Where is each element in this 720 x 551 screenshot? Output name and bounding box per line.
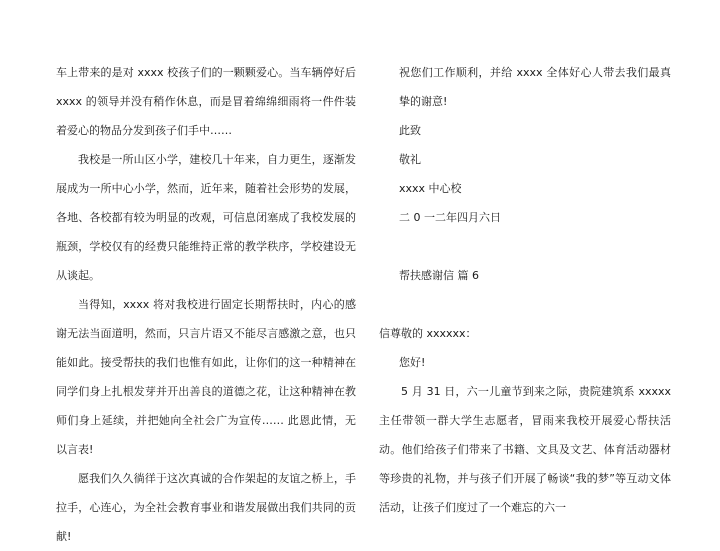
date-line: 二 0 一二年四月六日 <box>399 211 501 224</box>
closing-jingli: 敬礼 <box>399 153 421 166</box>
paragraph-school-intro: 我校是一所山区小学，建校几十年来，自力更生，逐渐发展成为一所中心小学，然而，近年来，随着社会形势的发展，各地、各校都有较为明显的改观，可信息闭塞成了我校发展的瓶颈，学校仅有的经费只能维持正常的教学秩序，学校建设无从谈起。 <box>56 153 356 282</box>
salutation: 信尊敬的 xxxxxx： <box>379 327 477 340</box>
wish-line: 祝您们工作顺利，并给 xxxx 全体好心人带去我们最真挚的谢意! <box>399 66 671 108</box>
spacer <box>379 232 671 261</box>
left-column <box>56 58 356 551</box>
closing-cizhi: 此致 <box>399 124 421 137</box>
paragraph-continuation: 车上带来的是对 xxxx 校孩子们的一颗颗爱心。当车辆停好后 xxxx 的领导并没有稍作休息，而是冒着绵绵细雨将一件件装着爱心的物品分发到孩子们手中…… <box>56 66 356 137</box>
paragraph-gratitude: 当得知，xxxx 将对我校进行固定长期帮扶时，内心的感谢无法当面道明，然而，只言片语又不能尽言感激之意，也只能如此。接受帮扶的我们也惟有如此，让你们的这一种精神在同学们身上扎根发芽并开出善良的道德之花，让这种精神在教师们身上延续，并把她向全社会广为宣传…… 此恩此情，无以言表! <box>56 298 356 456</box>
greeting: 您好! <box>399 356 426 369</box>
paragraph-wish: 愿我们久久徜徉于这次真诚的合作架起的友谊之桥上，手拉手，心连心，为全社会教育事业和谐发展做出我们共同的贡献! <box>56 472 356 543</box>
body-paragraph: 5 月 31 日，六一儿童节到来之际，贵院建筑系 xxxxx 主任带领一群大学生志愿者，冒雨来我校开展爱心帮扶活动。他们给孩子们带来了书籍、文具及文艺、体育活动器材等珍贵的礼物，并与孩子们开展了畅谈“我的梦”等互动文体活动，让孩子们度过了一个难忘的六一 <box>379 385 671 514</box>
section-title: 帮扶感谢信 篇 6 <box>399 269 479 282</box>
right-column <box>379 58 671 522</box>
signature: xxxx 中心校 <box>399 182 462 195</box>
spacer <box>379 290 671 319</box>
